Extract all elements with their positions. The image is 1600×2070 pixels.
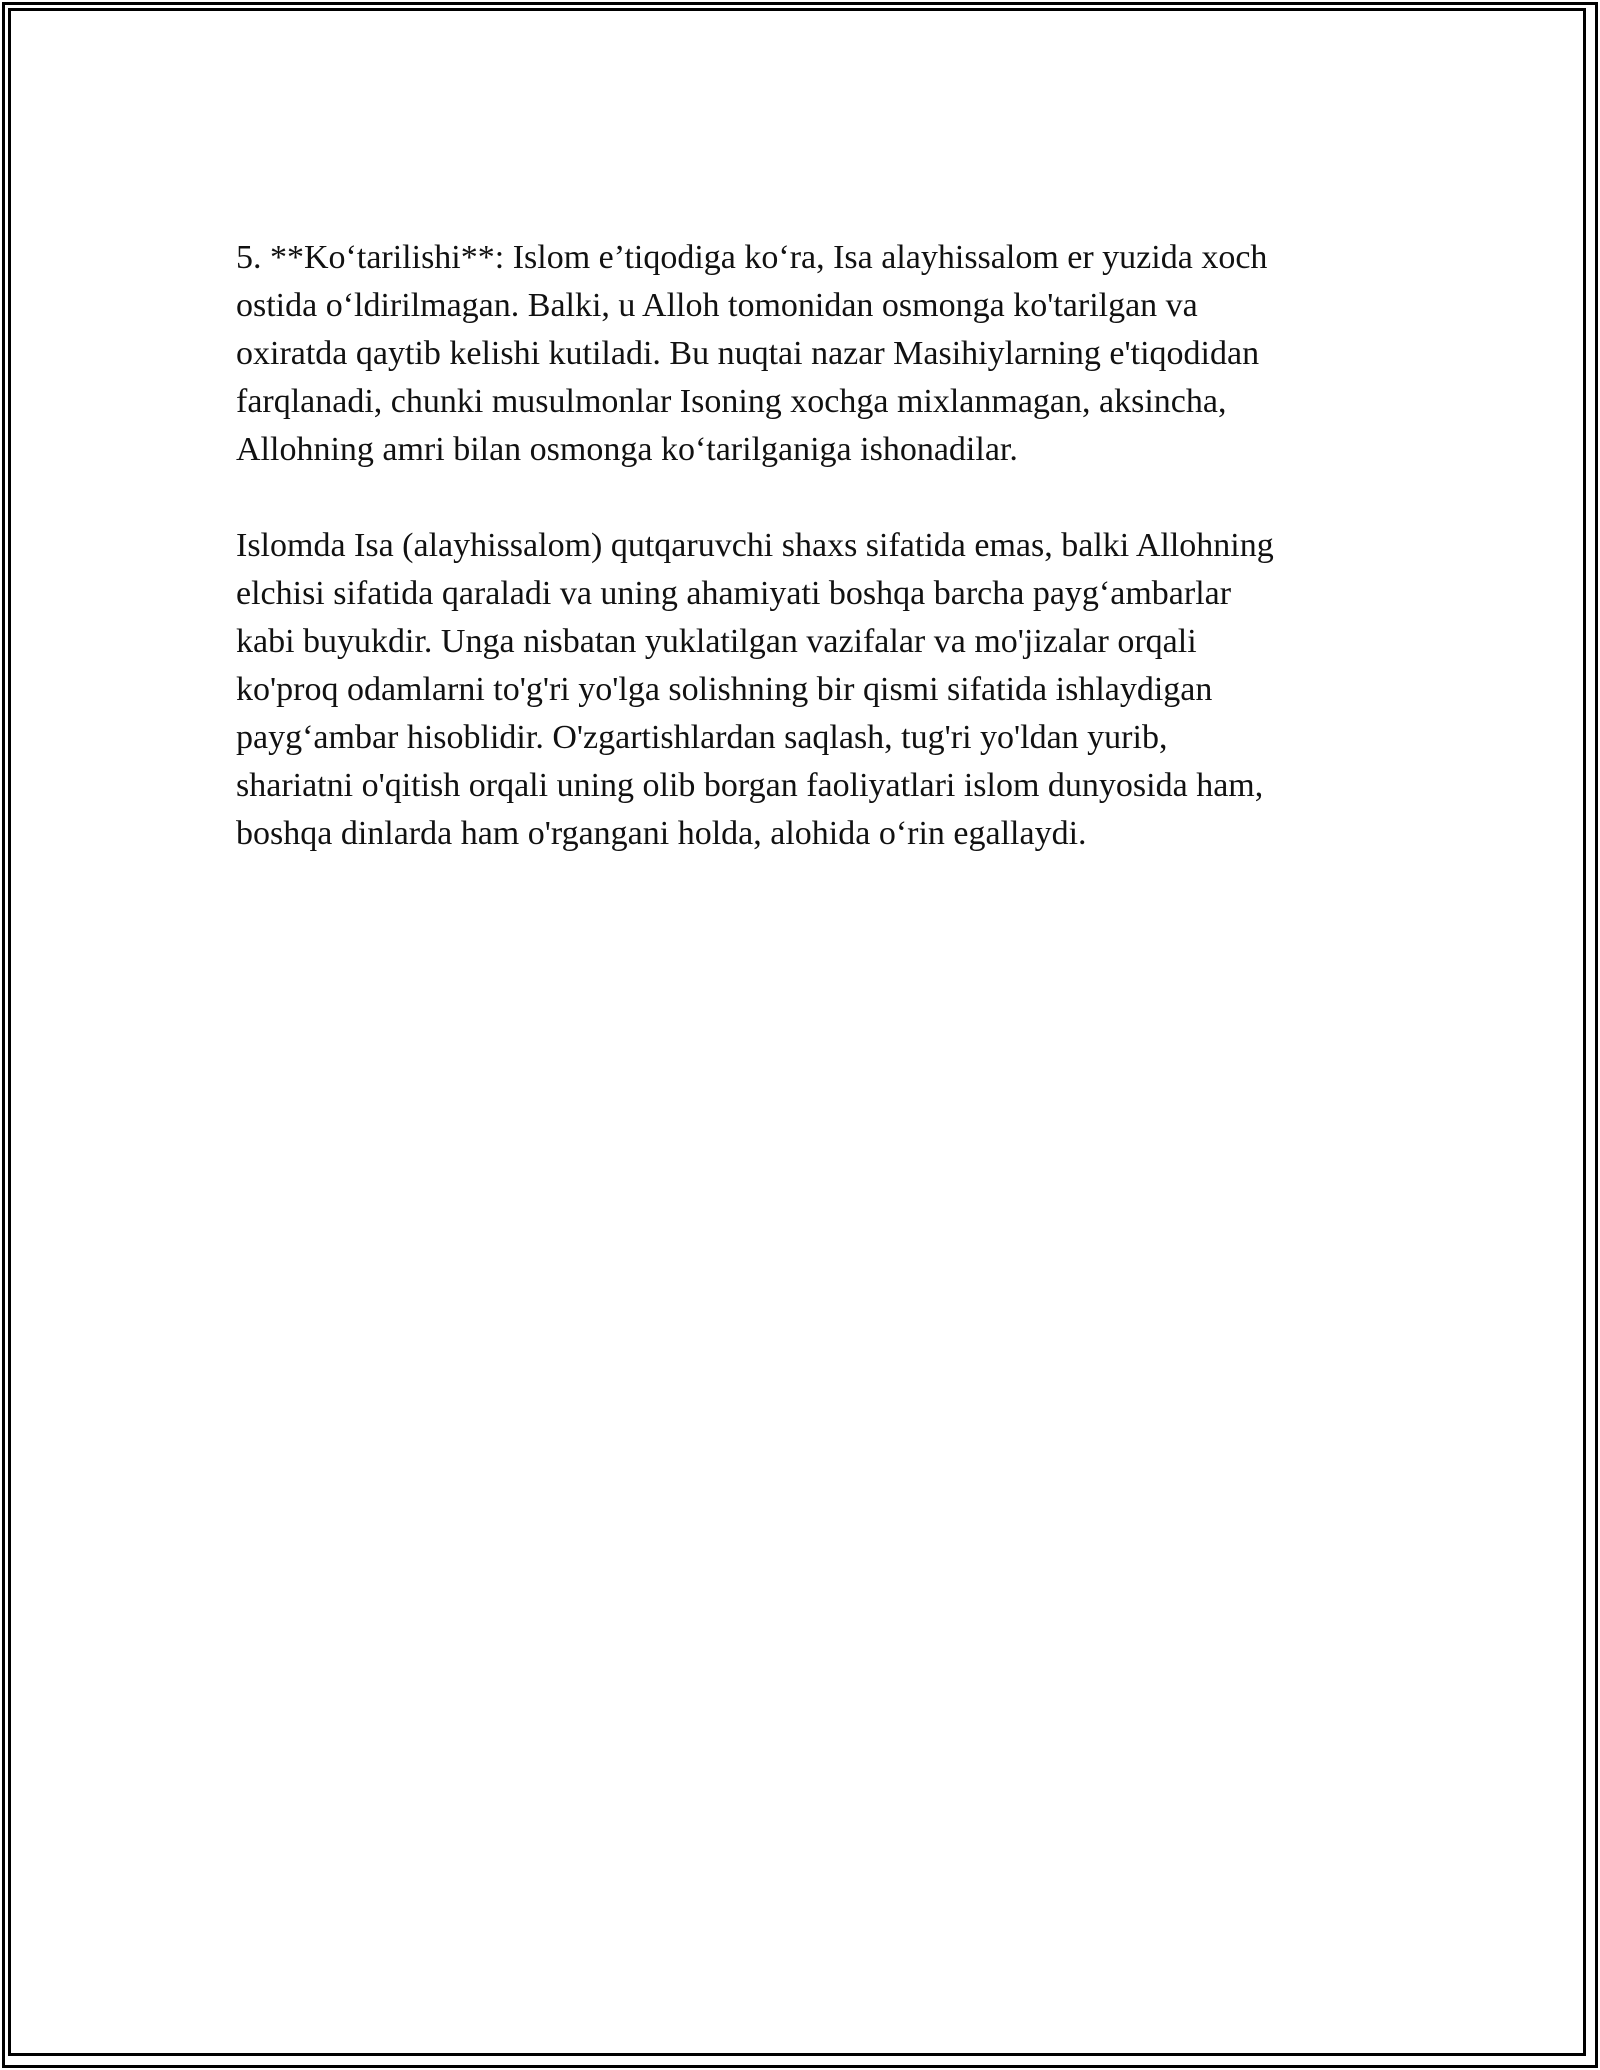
text-line: 5. **Ko‘tarilishi**: Islom e’tiqodiga ko‘ra, Isa alayhissalom er yuzida xoch (236, 239, 1268, 276)
paragraph-summary (236, 522, 1366, 858)
text-line: kabi buyukdir. Unga nisbatan yuklatilgan vazifalar va mo'jizalar orqali (236, 623, 1197, 660)
text-line: elchisi sifatida qaraladi va uning ahamiyati boshqa barcha payg‘ambarlar (236, 575, 1232, 612)
text-line: shariatni o'qitish orqali uning olib borgan faoliyatlari islom dunyosida ham, (236, 767, 1264, 804)
text-line: farqlanadi, chunki musulmonlar Isoning xochga mixlanmagan, aksincha, (236, 383, 1227, 420)
text-line: payg‘ambar hisoblidir. O'zgartishlardan saqlash, tug'ri yo'ldan yurib, (236, 719, 1168, 756)
paragraph-ascension (236, 234, 1366, 474)
text-line: ostida o‘ldirilmagan. Balki, u Alloh tomonidan osmonga ko'tarilgan va (236, 287, 1198, 324)
text-line: boshqa dinlarda ham o'rgangani holda, alohida o‘rin egallaydi. (236, 815, 1087, 852)
text-line: oxiratda qaytib kelishi kutiladi. Bu nuqtai nazar Masihiylarning e'tiqodidan (236, 335, 1260, 372)
document-body (236, 234, 1366, 906)
text-line: Islomda Isa (alayhissalom) qutqaruvchi shaxs sifatida emas, balki Allohning (236, 527, 1274, 564)
text-line: ko'proq odamlarni to'g'ri yo'lga solishning bir qismi sifatida ishlaydigan (236, 671, 1213, 708)
text-line: Allohning amri bilan osmonga ko‘tarilganiga ishonadilar. (236, 431, 1018, 468)
